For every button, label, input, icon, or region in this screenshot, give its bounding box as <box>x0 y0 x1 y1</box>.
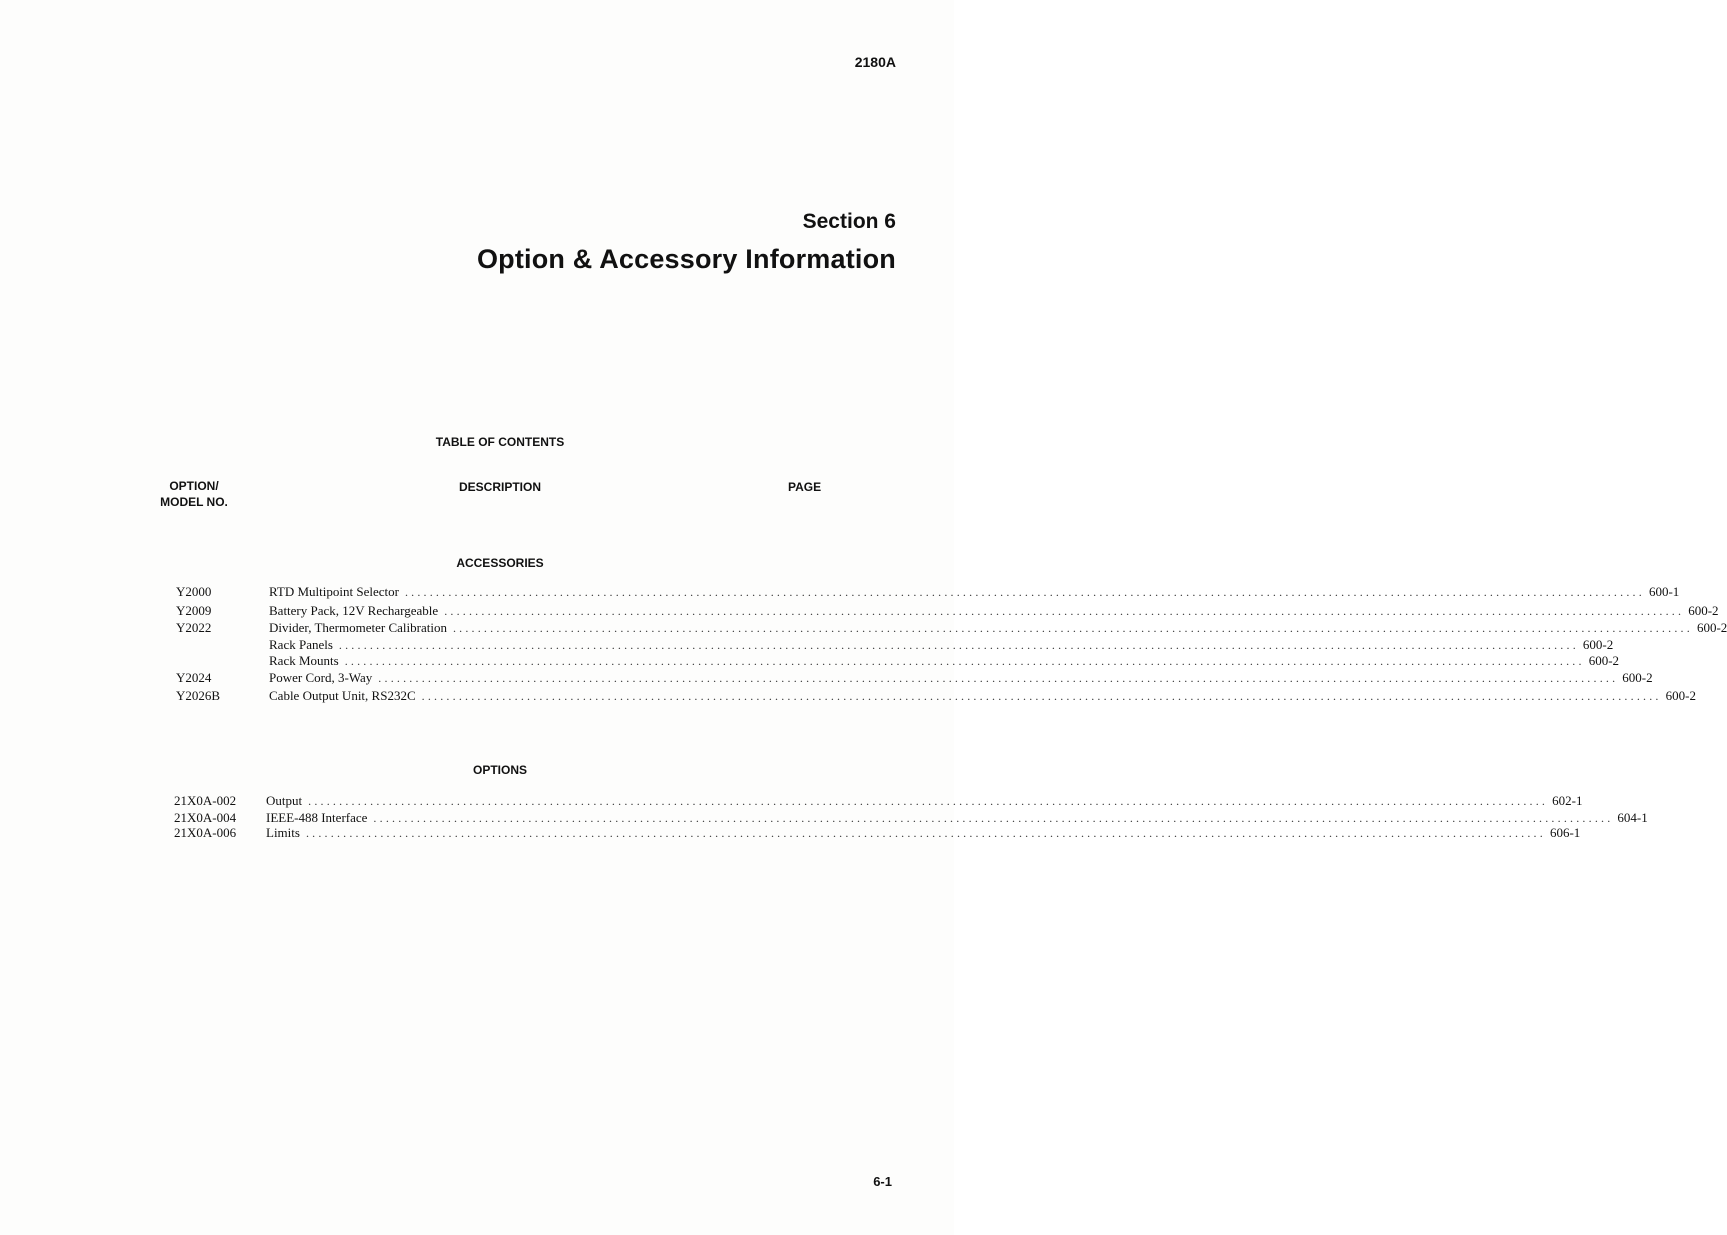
entry-description: Divider, Thermometer Calibration <box>269 620 447 635</box>
column-header-option-line1: OPTION/ <box>169 479 219 493</box>
entry-page-number: 600-1 <box>1648 584 1680 599</box>
section-title: Option & Accessory Information <box>476 244 896 274</box>
entry-description: Limits <box>266 825 300 840</box>
entry-page-number: 600-2 <box>1688 603 1719 618</box>
toc-row <box>0 793 1583 809</box>
model-number: Y2024 <box>176 670 212 685</box>
entry-description: Power Cord, 3-Way <box>269 670 373 685</box>
entry-description: Rack Mounts <box>269 653 339 668</box>
entry-page-number: 602-1 <box>1552 793 1583 808</box>
entry-page-number: 600-2 <box>1696 620 1727 635</box>
dot-leader: ........................................................................................................................................................................................................ <box>338 638 1579 652</box>
toc-entry <box>269 688 1696 704</box>
entry-page-number: 604-1 <box>1617 810 1648 825</box>
entry-description: IEEE-488 Interface <box>266 810 368 825</box>
dot-leader: ........................................................................................................................................................................................................ <box>404 585 1645 599</box>
column-header-option-line2: MODEL NO. <box>160 495 228 509</box>
toc-row <box>0 810 1648 826</box>
entry-page-number: 606-1 <box>1549 825 1581 840</box>
options-heading: OPTIONS <box>472 763 527 777</box>
toc-heading: TABLE OF CONTENTS <box>435 435 565 449</box>
column-header-description: DESCRIPTION <box>458 480 541 494</box>
entry-description: Battery Pack, 12V Rechargeable <box>269 603 439 618</box>
section-number: Section 6 <box>802 210 896 233</box>
toc-row <box>0 670 1653 686</box>
page-number: 6-1 <box>873 1174 892 1189</box>
column-header-page: PAGE <box>788 480 822 494</box>
model-number: 21X0A-004 <box>174 810 237 825</box>
entry-description: Cable Output Unit, RS232C <box>269 688 416 703</box>
entry-description: Rack Panels <box>269 637 333 652</box>
dot-leader: ........................................................................................................................................................................................................ <box>308 794 1549 808</box>
toc-entry <box>269 620 1727 636</box>
dot-leader: ........................................................................................................................................................................................................ <box>344 654 1585 668</box>
entry-page-number: 600-2 <box>1588 653 1620 668</box>
dot-leader: ........................................................................................................................................................................................................ <box>444 604 1685 618</box>
entry-page-number: 600-2 <box>1665 688 1696 703</box>
toc-entry <box>266 825 1581 841</box>
toc-row <box>0 825 1581 841</box>
toc-entry <box>266 810 1648 826</box>
toc-row <box>0 688 1696 704</box>
toc-row <box>0 620 1727 636</box>
toc-entry <box>269 637 1614 653</box>
entry-description: Output <box>266 793 303 808</box>
column-header-option <box>150 478 238 510</box>
dot-leader: ........................................................................................................................................................................................................ <box>373 811 1614 825</box>
toc-row <box>0 584 1680 600</box>
toc-entry <box>269 653 1620 669</box>
model-number: Y2009 <box>176 603 212 618</box>
model-number: 21X0A-006 <box>174 825 237 840</box>
entry-page-number: 600-2 <box>1622 670 1653 685</box>
toc-row <box>0 637 1614 653</box>
entry-page-number: 600-2 <box>1582 637 1614 652</box>
model-number: Y2022 <box>176 620 212 635</box>
model-number: 21X0A-002 <box>174 793 237 808</box>
accessories-heading: ACCESSORIES <box>456 556 544 570</box>
document-code: 2180A <box>854 54 896 70</box>
dot-leader: ........................................................................................................................................................................................................ <box>378 671 1619 685</box>
toc-entry <box>269 670 1653 686</box>
model-number: Y2000 <box>176 584 212 599</box>
toc-row <box>0 653 1620 669</box>
toc-entry <box>266 793 1583 809</box>
toc-row <box>0 603 1719 619</box>
toc-entry <box>269 584 1680 600</box>
model-number: Y2026B <box>176 688 221 703</box>
dot-leader: ........................................................................................................................................................................................................ <box>421 689 1662 703</box>
dot-leader: ........................................................................................................................................................................................................ <box>305 826 1546 840</box>
dot-leader: ........................................................................................................................................................................................................ <box>452 621 1693 635</box>
entry-description: RTD Multipoint Selector <box>269 584 399 599</box>
toc-entry <box>269 603 1719 619</box>
